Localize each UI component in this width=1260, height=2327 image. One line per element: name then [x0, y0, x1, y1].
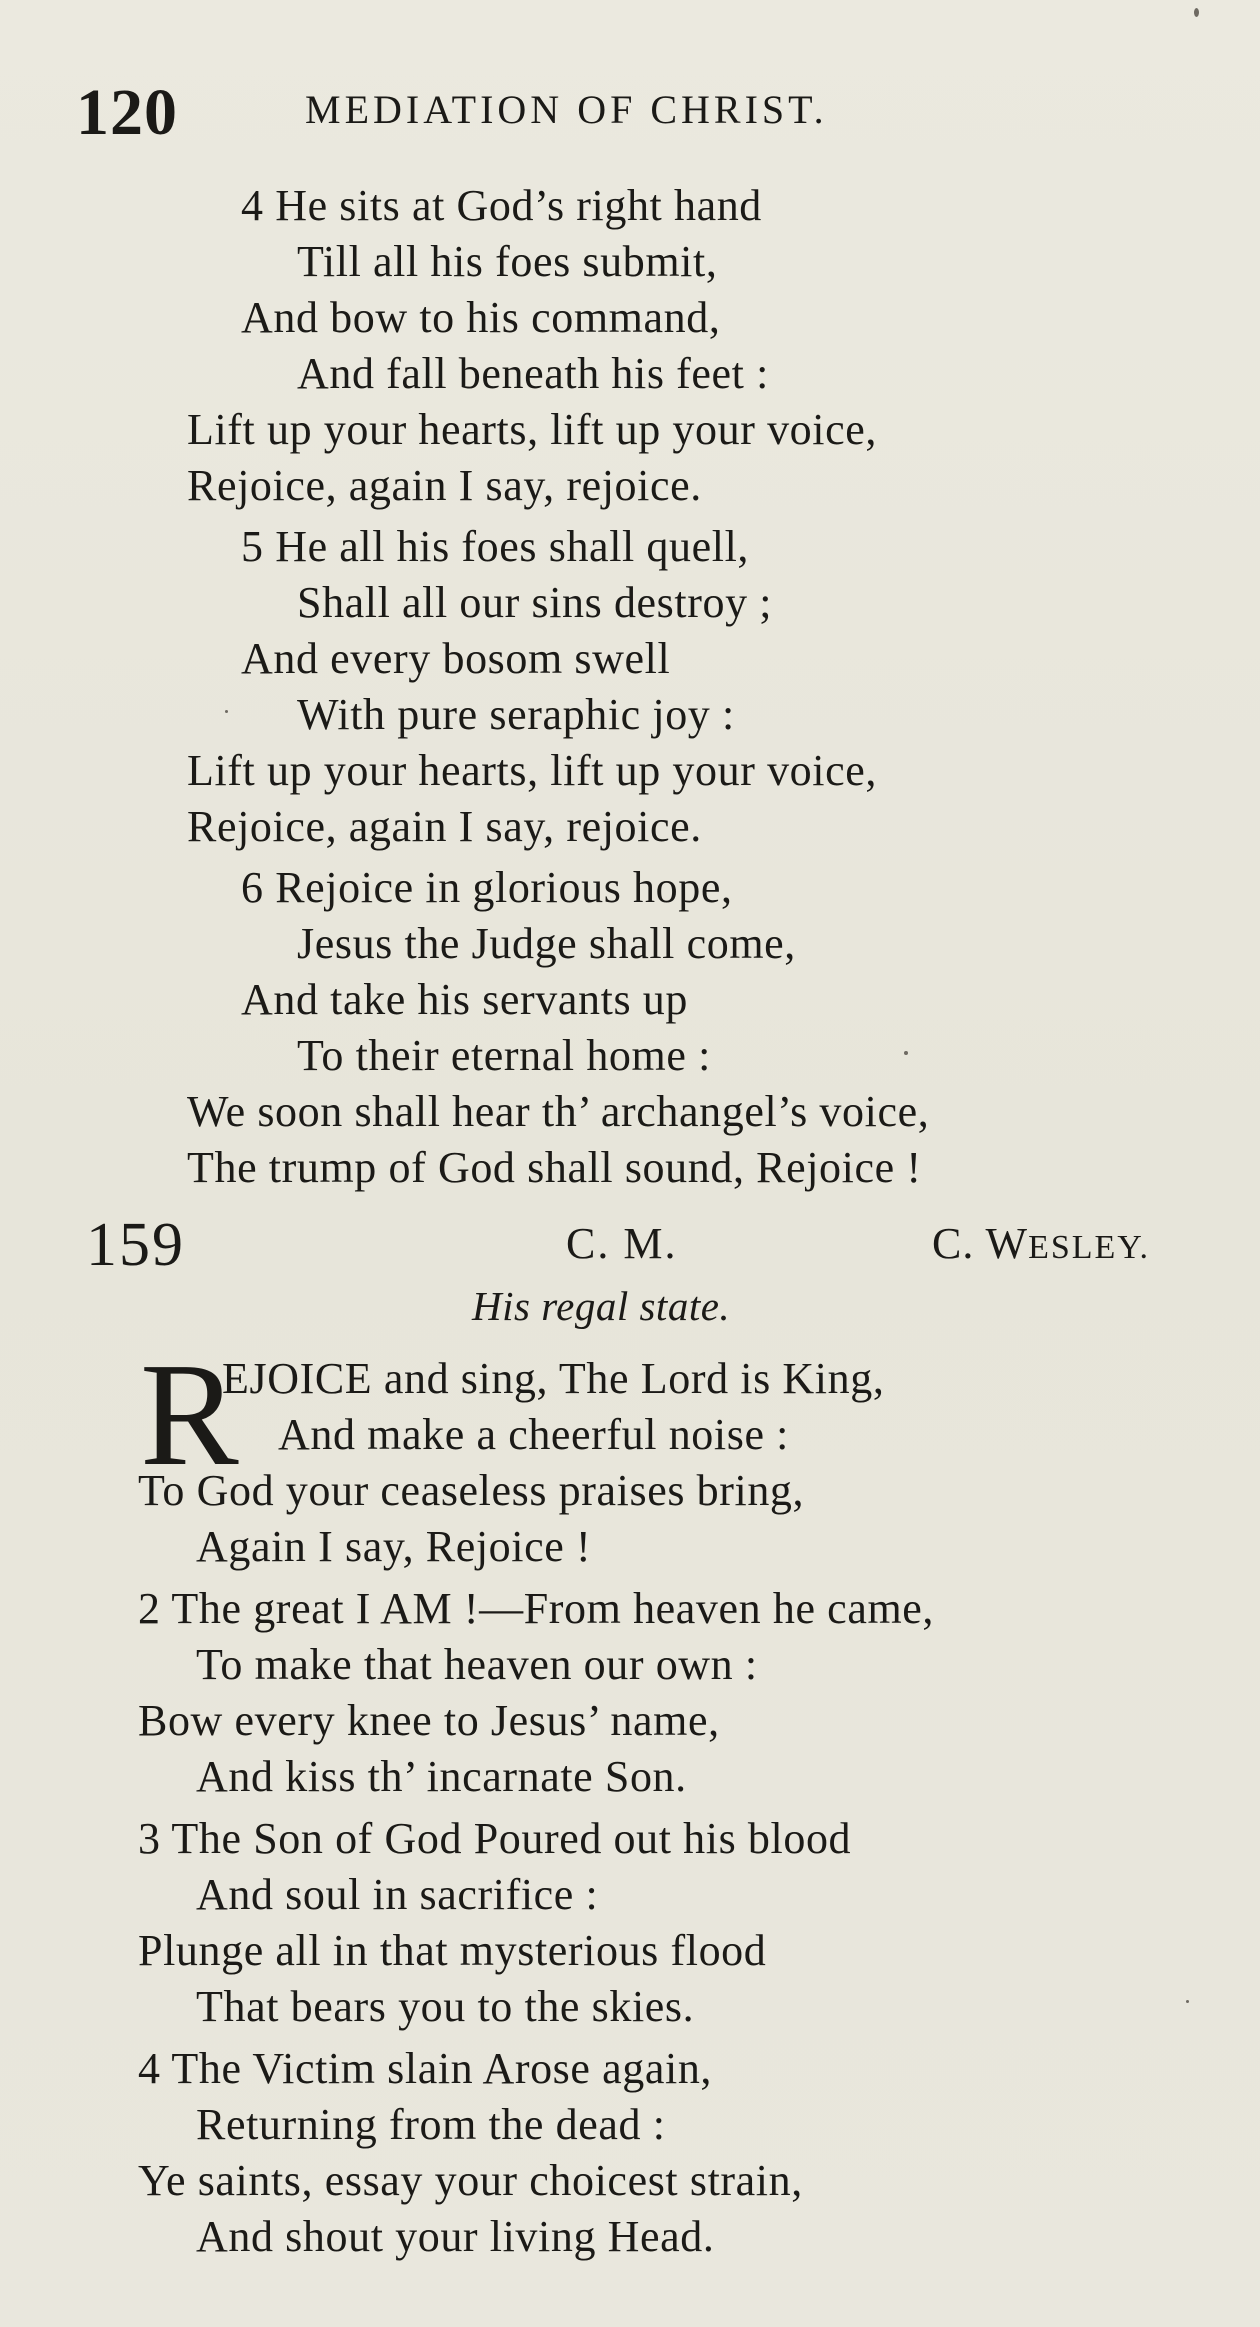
hymn-author-rest: ESLEY.: [1028, 1229, 1150, 1266]
verse-line: And kiss th’ incarnate Son.: [196, 1752, 687, 1801]
verse-line: Rejoice, again I say, rejoice.: [187, 461, 702, 510]
verse-line: Rejoice, again I say, rejoice.: [187, 802, 702, 851]
verse-line: We soon shall hear th’ archangel’s voice,: [187, 1087, 930, 1136]
verse-line: And make a cheerful noise :: [278, 1410, 790, 1459]
verse-line: 5 He all his foes shall quell,: [241, 522, 750, 571]
verse-line: The trump of God shall sound, Rejoice !: [187, 1143, 922, 1192]
verse-line: 3 The Son of God Poured out his blood: [138, 1814, 852, 1863]
drop-cap: R: [140, 1333, 239, 1497]
verse-line: And soul in sacrifice :: [196, 1870, 599, 1919]
verse-line: Again I say, Rejoice !: [196, 1522, 592, 1571]
verse-line: Plunge all in that mysterious flood: [138, 1926, 767, 1975]
hymn-meter: C. M.: [566, 1219, 678, 1268]
verse-line: 4 The Victim slain Arose again,: [138, 2044, 713, 2093]
verse-line: And shout your living Head.: [196, 2212, 715, 2261]
verse-line: 6 Rejoice in glorious hope,: [241, 863, 733, 912]
page-number: 120: [76, 76, 178, 149]
hymn-subtitle: His regal state.: [472, 1283, 731, 1329]
verse-line: To make that heaven our own :: [196, 1640, 758, 1689]
print-speck: [1186, 2000, 1189, 2003]
verse-line: Returning from the dead :: [196, 2100, 666, 2149]
verse-line: With pure seraphic joy :: [297, 690, 735, 739]
verse-line: That bears you to the skies.: [196, 1982, 695, 2031]
verse-line: Shall all our sins destroy ;: [297, 578, 773, 627]
verse-line: Bow every knee to Jesus’ name,: [138, 1696, 720, 1745]
running-head: MEDIATION OF CHRIST.: [305, 87, 828, 132]
verse-line: To God your ceaseless praises bring,: [138, 1466, 805, 1515]
verse-line: Jesus the Judge shall come,: [297, 919, 796, 968]
print-speck: [1194, 8, 1199, 17]
verse-line: Lift up your hearts, lift up your voice,: [187, 405, 877, 454]
verse-line: And take his servants up: [241, 975, 688, 1024]
hymn-author: [932, 1219, 1150, 1268]
print-speck: [904, 1051, 908, 1055]
verse-line: Lift up your hearts, lift up your voice,: [187, 746, 877, 795]
hymn-author-initial: C. W: [932, 1219, 1029, 1268]
verse-line: Ye saints, essay your choicest strain,: [138, 2156, 803, 2205]
verse-line: And bow to his command,: [241, 293, 721, 342]
verse-line: Till all his foes submit,: [297, 237, 718, 286]
verse-line: And fall beneath his feet :: [297, 349, 769, 398]
verse-line: 4 He sits at God’s right hand: [241, 181, 762, 230]
verse-line: 2 The great I AM !—From heaven he came,: [138, 1584, 934, 1633]
print-speck: [225, 710, 228, 713]
hymn-number: 159: [86, 1211, 185, 1279]
verse-line: To their eternal home :: [297, 1031, 711, 1080]
verse-line: EJOICE and sing, The Lord is King,: [222, 1354, 885, 1403]
verse-line: And every bosom swell: [241, 634, 671, 683]
